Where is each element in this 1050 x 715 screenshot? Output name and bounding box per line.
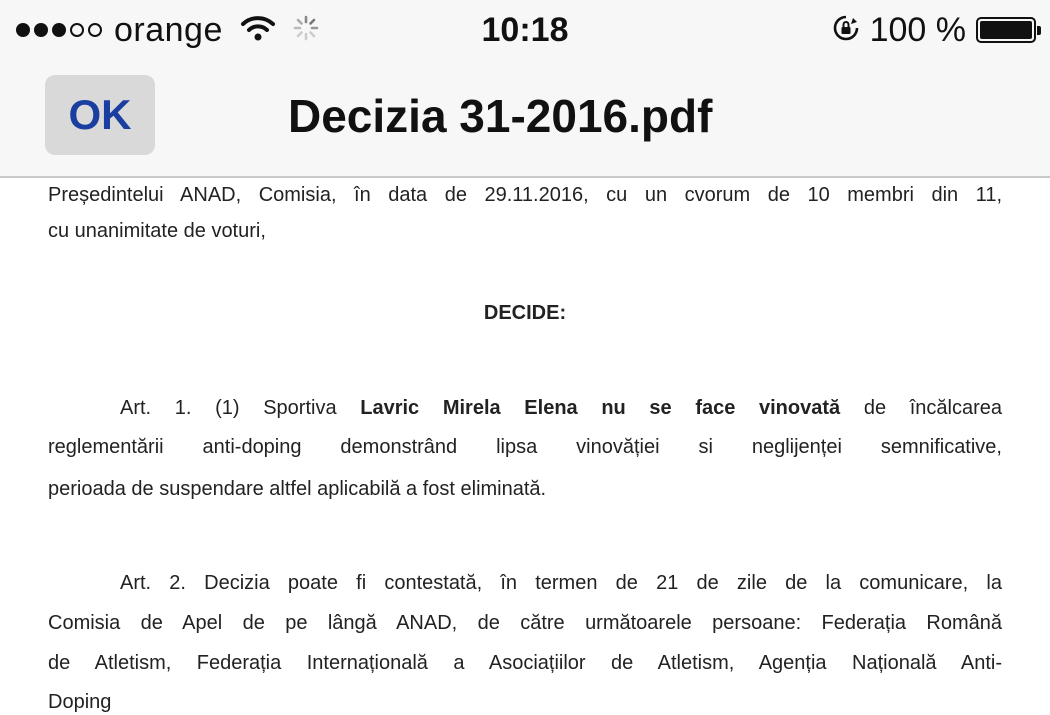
carrier-name: orange — [114, 10, 223, 49]
status-right — [832, 8, 1036, 52]
doc-text-line: Președintelui ANAD, Comisia, în data de 29.11.2016, cu un cvorum de 10 membri din 11, — [48, 184, 1002, 206]
doc-text-line: cu unanimitate de voturi, — [48, 220, 266, 242]
doc-heading — [0, 300, 1050, 326]
battery-percent: 100 % — [869, 10, 966, 49]
navigation-bar — [0, 62, 1050, 178]
rotation-lock-icon — [832, 14, 860, 47]
doc-text-line: perioada de suspendare altfel aplicabilă a fost eliminată. — [48, 478, 547, 500]
art1-bold-text: Lavric Mirela Elena nu se face vinovată — [360, 397, 841, 419]
clock: 10:18 — [481, 11, 569, 49]
doc-text-line: de Atletism, Federația Internațională a Asociațiilor de Atletism, Agenția Națională Anti- — [48, 652, 1002, 674]
doc-text-line — [120, 395, 1002, 421]
art1-prefix: Art. 1. (1) Sportiva — [120, 397, 361, 419]
battery-icon — [976, 17, 1036, 43]
status-bar — [0, 0, 1050, 62]
document-title: Decizia 31-2016.pdf — [288, 90, 713, 142]
ok-button[interactable]: OK — [45, 75, 155, 155]
art1-suffix: de încălcarea — [840, 397, 1002, 419]
doc-text-line: reglementării anti-doping demonstrând lipsa vinovăției si neglijenței semnificative, — [48, 436, 1002, 458]
pdf-document-view[interactable] — [0, 178, 1050, 713]
doc-text-line: Art. 2. Decizia poate fi contestată, în termen de 21 de zile de la comunicare, la — [120, 572, 1002, 594]
decide-heading: DECIDE: — [483, 302, 567, 324]
doc-text-line: Comisia de Apel de pe lângă ANAD, de către următoarele persoane: Federația Română — [48, 612, 1002, 634]
doc-text-line: Doping — [48, 691, 112, 713]
